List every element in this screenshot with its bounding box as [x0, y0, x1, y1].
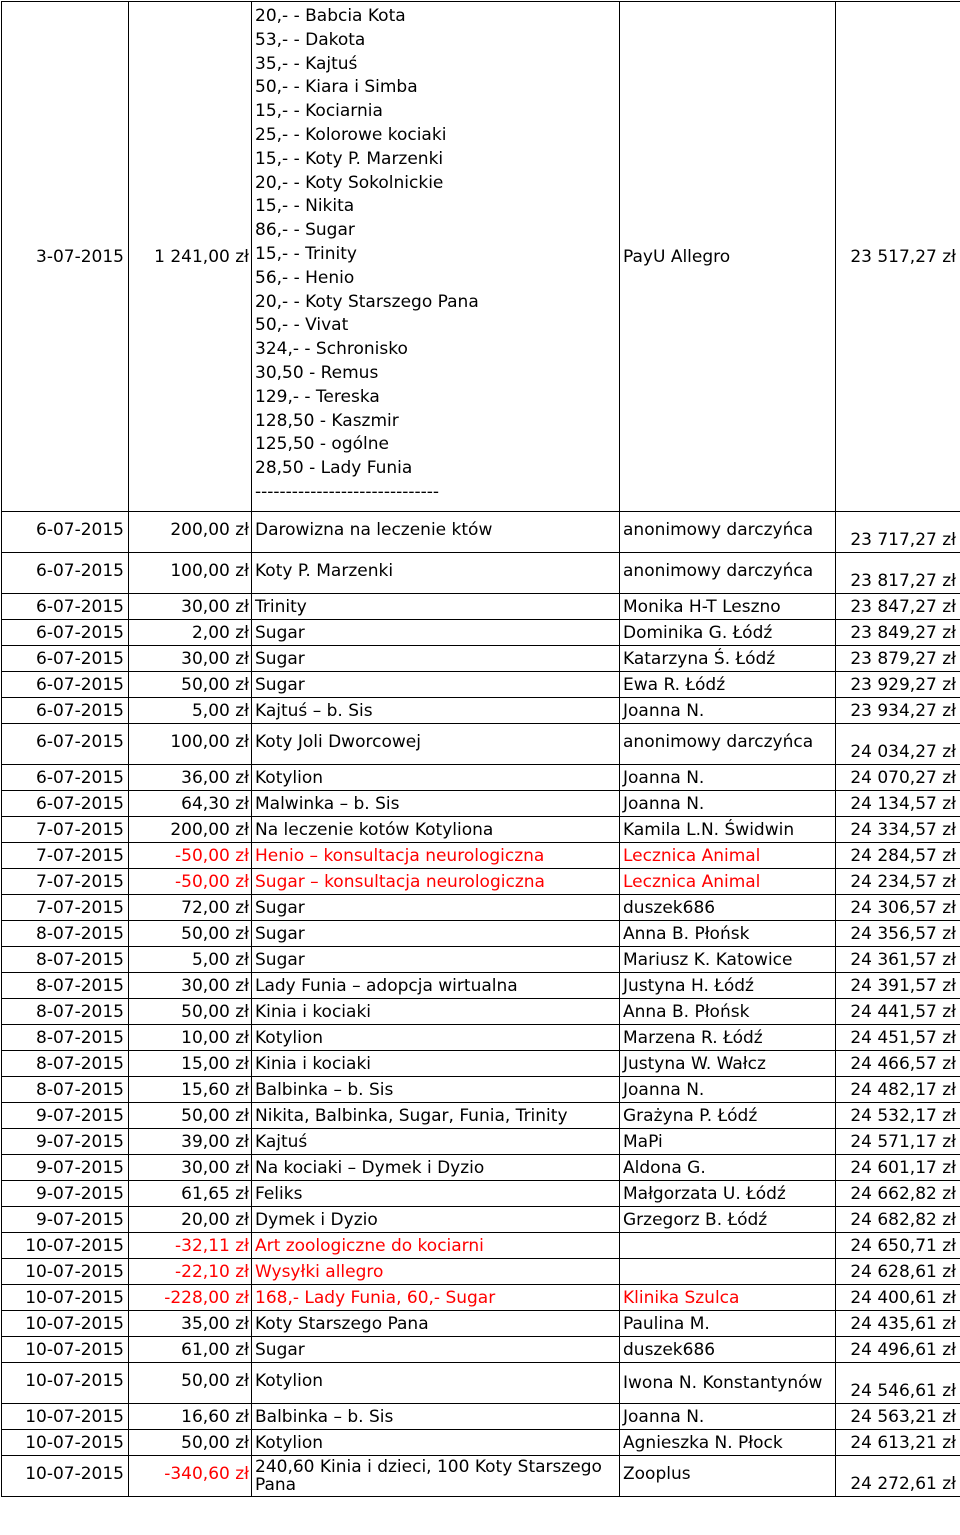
cell-amount: 1 241,00 zł: [129, 2, 252, 512]
cell-balance: 23 929,27 zł: [836, 672, 960, 698]
cell-balance: 24 284,57 zł: [836, 843, 960, 869]
cell-date: 7-07-2015: [2, 817, 129, 843]
cell-date: 8-07-2015: [2, 1077, 129, 1103]
cell-amount: 5,00 zł: [129, 947, 252, 973]
cell-balance: 24 070,27 zł: [836, 765, 960, 791]
description-list-line: 25,- - Kolorowe kociaki: [255, 124, 616, 148]
cell-donor: Justyna W. Wałcz: [620, 1051, 836, 1077]
cell-description: Koty P. Marzenki: [252, 553, 620, 594]
table-row-first: [2, 2, 960, 512]
table-row: [2, 869, 960, 895]
cell-amount: 50,00 zł: [129, 921, 252, 947]
cell-donor: Marzena R. Łódź: [620, 1025, 836, 1051]
cell-donor: Katarzyna Ś. Łódź: [620, 646, 836, 672]
cell-date: 10-07-2015: [2, 1430, 129, 1456]
cell-balance: 24 571,17 zł: [836, 1129, 960, 1155]
cell-amount: 2,00 zł: [129, 620, 252, 646]
cell-amount: -22,10 zł: [129, 1259, 252, 1285]
description-list-line: 125,50 - ogólne: [255, 433, 616, 457]
cell-description: Kinia i kociaki: [252, 999, 620, 1025]
cell-date: 6-07-2015: [2, 594, 129, 620]
cell-balance: 24 451,57 zł: [836, 1025, 960, 1051]
cell-amount: 200,00 zł: [129, 817, 252, 843]
cell-balance: 24 435,61 zł: [836, 1311, 960, 1337]
cell-description: Dymek i Dyzio: [252, 1207, 620, 1233]
description-list-line: 20,- - Babcia Kota: [255, 5, 616, 29]
cell-balance: 23 517,27 zł: [836, 2, 960, 512]
cell-amount: 30,00 zł: [129, 1155, 252, 1181]
cell-balance: 24 356,57 zł: [836, 921, 960, 947]
cell-description: Na kociaki – Dymek i Dyzio: [252, 1155, 620, 1181]
cell-description: Sugar: [252, 672, 620, 698]
cell-description: Koty Joli Dworcowej: [252, 724, 620, 765]
cell-date: 7-07-2015: [2, 869, 129, 895]
table-row: [2, 1207, 960, 1233]
cell-date: 10-07-2015: [2, 1404, 129, 1430]
cell-donor: Małgorzata U. Łódź: [620, 1181, 836, 1207]
cell-balance: 23 817,27 zł: [836, 553, 960, 594]
table-row: [2, 594, 960, 620]
cell-description: Balbinka – b. Sis: [252, 1404, 620, 1430]
cell-amount: 15,00 zł: [129, 1051, 252, 1077]
description-list-line: 20,- - Koty Starszego Pana: [255, 291, 616, 315]
cell-balance: 23 849,27 zł: [836, 620, 960, 646]
cell-amount: 30,00 zł: [129, 973, 252, 999]
table-row: [2, 1404, 960, 1430]
table-row: [2, 1430, 960, 1456]
cell-description: 240,60 Kinia i dzieci, 100 Koty Starszego Pana: [252, 1456, 620, 1497]
table-row: [2, 698, 960, 724]
cell-amount: 61,65 zł: [129, 1181, 252, 1207]
cell-balance: 24 391,57 zł: [836, 973, 960, 999]
cell-amount: -50,00 zł: [129, 843, 252, 869]
cell-donor: Joanna N.: [620, 765, 836, 791]
cell-donor: Grażyna P. Łódź: [620, 1103, 836, 1129]
cell-date: 6-07-2015: [2, 672, 129, 698]
cell-donor: Justyna H. Łódź: [620, 973, 836, 999]
cell-balance: 24 650,71 zł: [836, 1233, 960, 1259]
cell-amount: 50,00 zł: [129, 672, 252, 698]
cell-description: Kotylion: [252, 765, 620, 791]
cell-amount: 50,00 zł: [129, 1103, 252, 1129]
table-row: [2, 1129, 960, 1155]
cell-balance: 24 496,61 zł: [836, 1337, 960, 1363]
cell-amount: 30,00 zł: [129, 594, 252, 620]
cell-description: Na leczenie kotów Kotyliona: [252, 817, 620, 843]
cell-description: 168,- Lady Funia, 60,- Sugar: [252, 1285, 620, 1311]
cell-amount: 72,00 zł: [129, 895, 252, 921]
table-row: [2, 947, 960, 973]
cell-balance: 24 546,61 zł: [836, 1363, 960, 1404]
cell-date: 6-07-2015: [2, 553, 129, 594]
description-list-line: 28,50 - Lady Funia: [255, 457, 616, 481]
cell-date: 6-07-2015: [2, 646, 129, 672]
cell-donor: anonimowy darczyńca: [620, 512, 836, 553]
cell-balance: 24 400,61 zł: [836, 1285, 960, 1311]
table-row: [2, 1103, 960, 1129]
cell-donor: Klinika Szulca: [620, 1285, 836, 1311]
table-row: [2, 817, 960, 843]
cell-donor: [620, 1233, 836, 1259]
cell-date: 10-07-2015: [2, 1363, 129, 1404]
cell-balance: 23 717,27 zł: [836, 512, 960, 553]
cell-balance: 23 847,27 zł: [836, 594, 960, 620]
cell-date: 9-07-2015: [2, 1129, 129, 1155]
cell-balance: 24 361,57 zł: [836, 947, 960, 973]
cell-amount: 39,00 zł: [129, 1129, 252, 1155]
table-row: [2, 999, 960, 1025]
cell-amount: 64,30 zł: [129, 791, 252, 817]
cell-donor: anonimowy darczyńca: [620, 553, 836, 594]
table-row: [2, 1363, 960, 1404]
cell-date: 10-07-2015: [2, 1456, 129, 1497]
cell-description: Kajtuś: [252, 1129, 620, 1155]
cell-donor: anonimowy darczyńca: [620, 724, 836, 765]
cell-amount: 61,00 zł: [129, 1337, 252, 1363]
description-list-line: 324,- - Schronisko: [255, 338, 616, 362]
cell-balance: 24 601,17 zł: [836, 1155, 960, 1181]
description-list-line: 129,- - Tereska: [255, 386, 616, 410]
cell-donor: Monika H-T Leszno: [620, 594, 836, 620]
cell-balance: 24 613,21 zł: [836, 1430, 960, 1456]
cell-date: 10-07-2015: [2, 1259, 129, 1285]
cell-description: Balbinka – b. Sis: [252, 1077, 620, 1103]
table-row: [2, 765, 960, 791]
table-row: [2, 791, 960, 817]
cell-donor: Grzegorz B. Łódź: [620, 1207, 836, 1233]
description-list-line: 15,- - Nikita: [255, 195, 616, 219]
cell-amount: 5,00 zł: [129, 698, 252, 724]
table-row: [2, 1051, 960, 1077]
table-row: [2, 1456, 960, 1497]
table-row: [2, 973, 960, 999]
cell-amount: 15,60 zł: [129, 1077, 252, 1103]
description-list-line: 128,50 - Kaszmir: [255, 410, 616, 434]
cell-amount: 100,00 zł: [129, 553, 252, 594]
cell-balance: 24 682,82 zł: [836, 1207, 960, 1233]
table-row: [2, 1285, 960, 1311]
cell-donor: Anna B. Płońsk: [620, 921, 836, 947]
cell-amount: 30,00 zł: [129, 646, 252, 672]
description-list-line: 30,50 - Remus: [255, 362, 616, 386]
cell-description-list: [252, 2, 620, 512]
cell-amount: 36,00 zł: [129, 765, 252, 791]
table-row: [2, 646, 960, 672]
cell-date: 10-07-2015: [2, 1311, 129, 1337]
cell-donor: Paulina M.: [620, 1311, 836, 1337]
cell-date: 9-07-2015: [2, 1103, 129, 1129]
cell-amount: 100,00 zł: [129, 724, 252, 765]
cell-date: 8-07-2015: [2, 999, 129, 1025]
cell-date: 8-07-2015: [2, 947, 129, 973]
cell-date: 10-07-2015: [2, 1233, 129, 1259]
cell-balance: 24 628,61 zł: [836, 1259, 960, 1285]
cell-donor: Kamila L.N. Świdwin: [620, 817, 836, 843]
table-row: [2, 1337, 960, 1363]
cell-donor: Joanna N.: [620, 698, 836, 724]
cell-balance: 24 306,57 zł: [836, 895, 960, 921]
cell-date: 3-07-2015: [2, 2, 129, 512]
cell-date: 8-07-2015: [2, 1025, 129, 1051]
table-row: [2, 843, 960, 869]
table-row: [2, 620, 960, 646]
table-row: [2, 921, 960, 947]
cell-description: Sugar: [252, 1337, 620, 1363]
table-row: [2, 1025, 960, 1051]
cell-description: Sugar: [252, 895, 620, 921]
cell-date: 9-07-2015: [2, 1181, 129, 1207]
cell-donor: Dominika G. Łódź: [620, 620, 836, 646]
cell-date: 7-07-2015: [2, 843, 129, 869]
cell-amount: 50,00 zł: [129, 999, 252, 1025]
cell-donor: Ewa R. Łódź: [620, 672, 836, 698]
cell-description: Kotylion: [252, 1363, 620, 1404]
cell-balance: 24 532,17 zł: [836, 1103, 960, 1129]
cell-balance: 24 134,57 zł: [836, 791, 960, 817]
cell-amount: 20,00 zł: [129, 1207, 252, 1233]
cell-description: Sugar: [252, 947, 620, 973]
cell-date: 6-07-2015: [2, 620, 129, 646]
table-row: [2, 724, 960, 765]
cell-date: 9-07-2015: [2, 1155, 129, 1181]
ledger-body: [2, 2, 960, 1497]
cell-balance: 23 879,27 zł: [836, 646, 960, 672]
description-list-line: 50,- - Kiara i Simba: [255, 76, 616, 100]
cell-donor: MaPi: [620, 1129, 836, 1155]
cell-balance: 24 441,57 zł: [836, 999, 960, 1025]
cell-description: Feliks: [252, 1181, 620, 1207]
description-list-line: 15,- - Trinity: [255, 243, 616, 267]
cell-amount: -228,00 zł: [129, 1285, 252, 1311]
table-row: [2, 553, 960, 594]
description-list-line: 56,- - Henio: [255, 267, 616, 291]
description-list-line: 50,- - Vivat: [255, 314, 616, 338]
cell-amount: 50,00 zł: [129, 1430, 252, 1456]
table-row: [2, 1259, 960, 1285]
cell-description: Sugar – konsultacja neurologiczna: [252, 869, 620, 895]
cell-donor: Mariusz K. Katowice: [620, 947, 836, 973]
cell-donor: Joanna N.: [620, 1404, 836, 1430]
cell-donor: Lecznica Animal: [620, 843, 836, 869]
cell-date: 10-07-2015: [2, 1285, 129, 1311]
cell-balance: 24 662,82 zł: [836, 1181, 960, 1207]
cell-description: Henio – konsultacja neurologiczna: [252, 843, 620, 869]
table-row: [2, 895, 960, 921]
cell-amount: 200,00 zł: [129, 512, 252, 553]
cell-date: 10-07-2015: [2, 1337, 129, 1363]
cell-description: Darowizna na leczenie któw: [252, 512, 620, 553]
cell-donor: Aldona G.: [620, 1155, 836, 1181]
cell-donor: Anna B. Płońsk: [620, 999, 836, 1025]
cell-donor: Lecznica Animal: [620, 869, 836, 895]
cell-description: Kotylion: [252, 1430, 620, 1456]
table-row: [2, 1311, 960, 1337]
description-list-line: 35,- - Kajtuś: [255, 53, 616, 77]
cell-donor: Zooplus: [620, 1456, 836, 1497]
cell-balance: 24 482,17 zł: [836, 1077, 960, 1103]
cell-balance: 24 334,57 zł: [836, 817, 960, 843]
cell-description: Art zoologiczne do kociarni: [252, 1233, 620, 1259]
cell-description: Kajtuś – b. Sis: [252, 698, 620, 724]
table-row: [2, 1077, 960, 1103]
description-list-line: ------------------------------: [255, 481, 616, 505]
description-list-line: 15,- - Kociarnia: [255, 100, 616, 124]
cell-balance: 24 034,27 zł: [836, 724, 960, 765]
cell-donor: duszek686: [620, 895, 836, 921]
cell-description: Koty Starszego Pana: [252, 1311, 620, 1337]
cell-description: Kotylion: [252, 1025, 620, 1051]
cell-donor: duszek686: [620, 1337, 836, 1363]
cell-donor: Joanna N.: [620, 791, 836, 817]
cell-amount: 10,00 zł: [129, 1025, 252, 1051]
cell-amount: 50,00 zł: [129, 1363, 252, 1404]
cell-date: 6-07-2015: [2, 512, 129, 553]
cell-donor: [620, 1259, 836, 1285]
cell-donor: Iwona N. Konstantynów: [620, 1363, 836, 1404]
description-list-line: 20,- - Koty Sokolnickie: [255, 172, 616, 196]
table-row: [2, 672, 960, 698]
table-row: [2, 512, 960, 553]
cell-description: Lady Funia – adopcja wirtualna: [252, 973, 620, 999]
description-list-line: 86,- - Sugar: [255, 219, 616, 243]
cell-date: 8-07-2015: [2, 1051, 129, 1077]
cell-description: Trinity: [252, 594, 620, 620]
cell-balance: 23 934,27 zł: [836, 698, 960, 724]
cell-date: 6-07-2015: [2, 765, 129, 791]
cell-donor: Agnieszka N. Płock: [620, 1430, 836, 1456]
cell-description: Kinia i kociaki: [252, 1051, 620, 1077]
cell-description: Malwinka – b. Sis: [252, 791, 620, 817]
cell-date: 8-07-2015: [2, 973, 129, 999]
cell-balance: 24 272,61 zł: [836, 1456, 960, 1497]
cell-balance: 24 234,57 zł: [836, 869, 960, 895]
cell-description: Sugar: [252, 646, 620, 672]
cell-donor: PayU Allegro: [620, 2, 836, 512]
cell-balance: 24 563,21 zł: [836, 1404, 960, 1430]
cell-date: 6-07-2015: [2, 791, 129, 817]
cell-balance: 24 466,57 zł: [836, 1051, 960, 1077]
cell-date: 6-07-2015: [2, 698, 129, 724]
description-list-line: 53,- - Dakota: [255, 29, 616, 53]
cell-date: 6-07-2015: [2, 724, 129, 765]
table-row: [2, 1181, 960, 1207]
cell-amount: 35,00 zł: [129, 1311, 252, 1337]
table-row: [2, 1233, 960, 1259]
description-list-line: 15,- - Koty P. Marzenki: [255, 148, 616, 172]
cell-amount: 16,60 zł: [129, 1404, 252, 1430]
donations-ledger-table: [1, 1, 960, 1497]
cell-date: 9-07-2015: [2, 1207, 129, 1233]
cell-description: Sugar: [252, 620, 620, 646]
table-row: [2, 1155, 960, 1181]
cell-description: Wysyłki allegro: [252, 1259, 620, 1285]
cell-amount: -340,60 zł: [129, 1456, 252, 1497]
cell-description: Nikita, Balbinka, Sugar, Funia, Trinity: [252, 1103, 620, 1129]
cell-date: 7-07-2015: [2, 895, 129, 921]
cell-description: Sugar: [252, 921, 620, 947]
cell-amount: -50,00 zł: [129, 869, 252, 895]
cell-donor: Joanna N.: [620, 1077, 836, 1103]
cell-amount: -32,11 zł: [129, 1233, 252, 1259]
cell-date: 8-07-2015: [2, 921, 129, 947]
